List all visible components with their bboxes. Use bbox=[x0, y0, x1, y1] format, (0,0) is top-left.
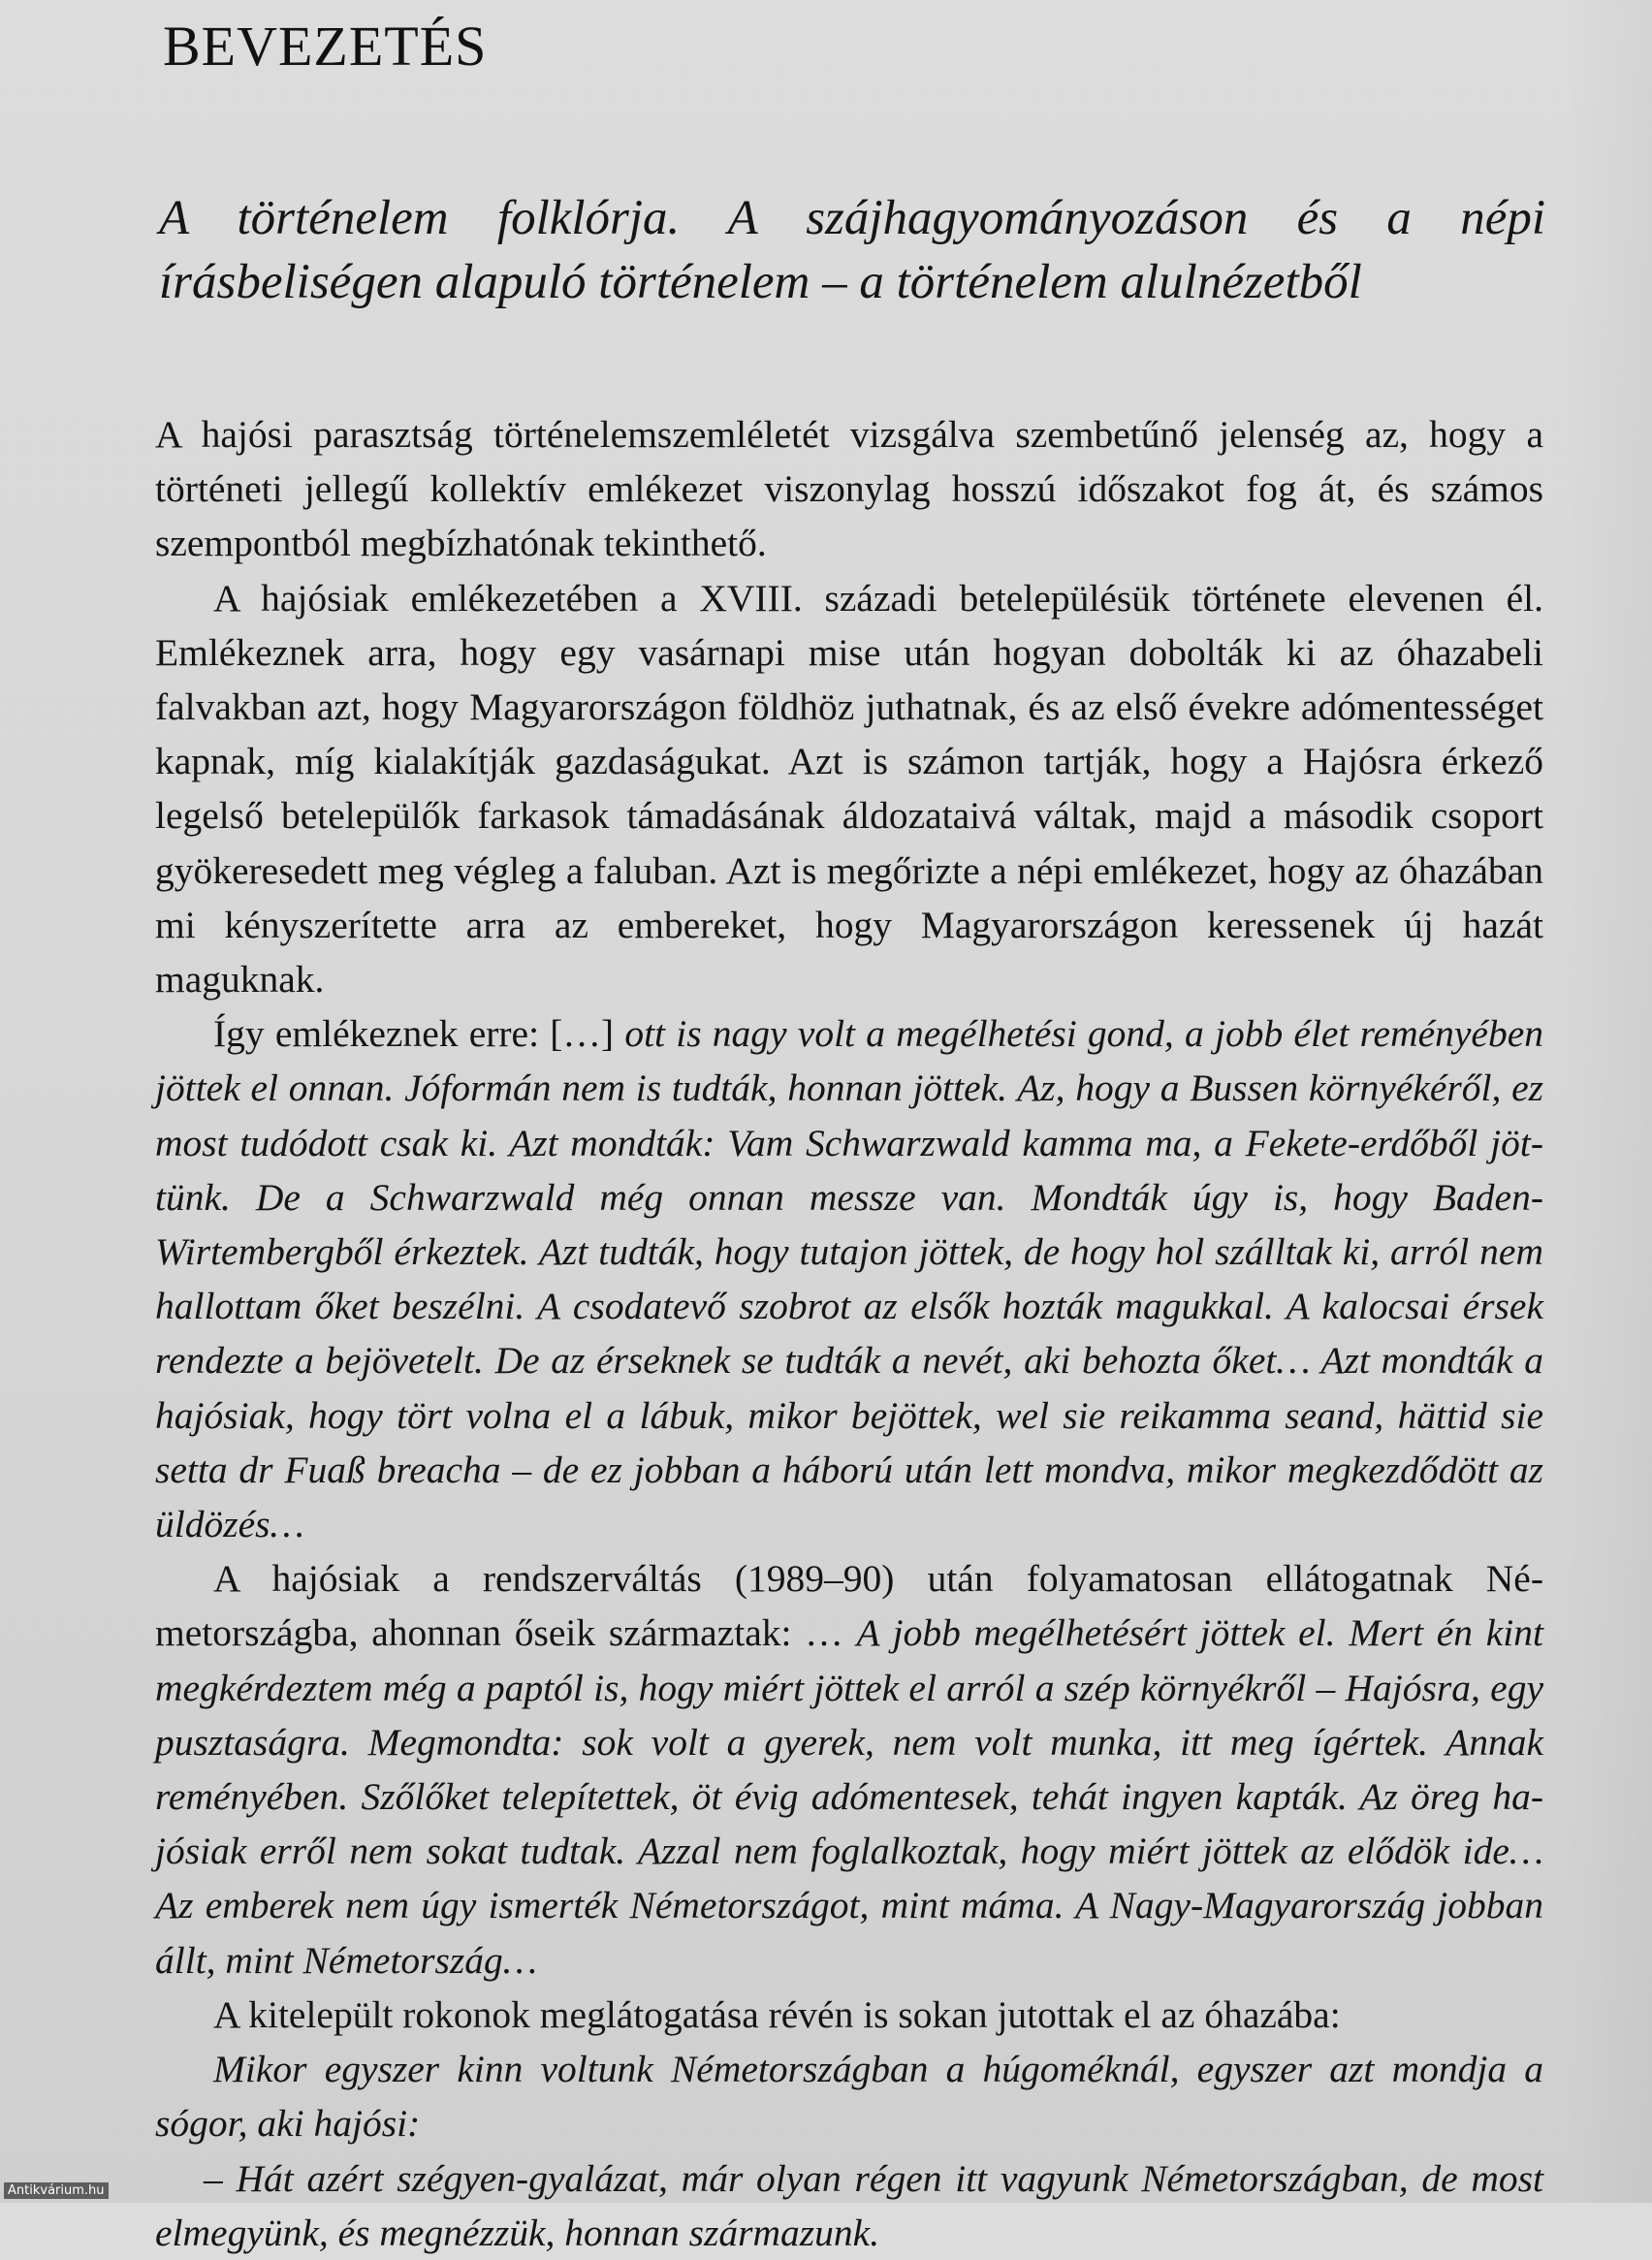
paragraph-6-quote: Mikor egyszer kinn voltunk Németországban a húgoméknál, egyszer azt mondja a sógor, aki hajósi: bbox=[155, 2048, 1543, 2146]
page-edge-shadow bbox=[1565, 0, 1652, 2203]
paragraph-7-quote: – Hát azért szégyen-gyalázat, már olyan régen itt vagyunk Németországban, de most elmegyünk, és megnézzük, honnan származunk. bbox=[155, 2156, 1543, 2254]
paragraph-3 bbox=[155, 1006, 1543, 1551]
paragraph-3-lead: Így emlékeznek erre: […] bbox=[213, 1012, 625, 1056]
paragraph-2: A hajósiak emlékezetében a XVIII. századi betelepülésük története elevenen él. Emlékeznek arra, hogy egy vasárnapi mise után hogyan dobolták ki az óhazabeli falvakban azt, hogy Magyarországon földhöz juthatnak, és az első évekre adómentességet kapnak, míg kialakítják gazdaságukat. Azt is számon tartják, hogy a Hajósra érkező legelső betelepülők farkasok támadásának áldozataivá váltak, majd a második csoport gyökeresedett meg végleg a faluban. Azt is megőrizte a népi emlékezet, hogy az óhazában mi kényszerítette arra az embereket, hogy Magyarországon keressenek új hazát maguknak. bbox=[155, 576, 1543, 1002]
paragraph-4-quote: A jobb megélhetésért jöttek el. Mert én kint megkérdeztem még a paptól is, hogy miért jöttek el arról a szép környékről – Hajósra, egy pusztaságra. Megmondta: sok volt a gyerek, nem volt munka, itt meg ígértek. Annak reményében. Szőlőket telepítettek, öt évig adómentesek, tehát ingyen kapták. Az öreg hajósiak erről nem sokat tudtak. Azzal nem foglalkoztak, hogy miért jöttek az elődök ide… Az emberek nem úgy ismerték Németországot, mint máma. A Nagy-Magyarország jobban állt, mint Németország… bbox=[155, 1611, 1543, 1982]
paragraph-4-lead: A hajósiak a rendszerváltás (1989–90) után folyamatosan ellátogatnak Németországba, ahonnan őseik származtak: … bbox=[155, 1557, 1543, 1655]
paragraph-5: A kitelepült rokonok meglátogatása révén is sokan jutottak el az óhazába: bbox=[213, 1992, 1341, 2036]
watermark: Antikvárium.hu bbox=[4, 2182, 109, 2199]
paragraph-4 bbox=[155, 1551, 1543, 1988]
body-text bbox=[155, 407, 1543, 2260]
paragraph-1: A hajósi parasztság történelemszemléletét vizsgálva szembetűnő jelenség az, hogy a történeti jellegű kollektív emlékezet viszonylag hosszú időszakot fog át, és számos szempontból megbízhatónak tekinthető. bbox=[155, 413, 1543, 565]
paragraph-3-quote: ott is nagy volt a megélhetési gond, a jobb élet reményében jöttek el onnan. Jóformán nem is tudták, honnan jöttek. Az, hogy a Bussen környékéről, ez most tudódott csak ki. Azt mondták: Vam Schwarzwald kamma ma, a Fekete-erdőből jöttünk. De a Schwarzwald még onnan messze van. Mondták úgy is, hogy Baden-Wirtembergből érkeztek. Azt tudták, hogy tutajon jöttek, de hogy hol szálltak ki, arról nem hallottam őket beszélni. A csodatevő szobrot az elsők hozták magukkal. A kalocsai érsek rendezte a bejövetelt. De az érseknek se tudták a nevét, aki behozta őket… Azt mondták a hajósiak, hogy tört volna el a lábuk, mikor bejöttek, wel sie reikamma seand, hättid sie setta dr Fuaß breacha – de ez jobban a háború után lett mondva, mikor megkezdődött az üldözés… bbox=[155, 1012, 1543, 1546]
section-subtitle: A történelem folklórja. A szájhagyományozáson és a népi írásbeliségen alapuló történelem – a történelem alulnézetből bbox=[159, 191, 1545, 309]
chapter-title: BEVEZETÉS bbox=[163, 15, 488, 78]
